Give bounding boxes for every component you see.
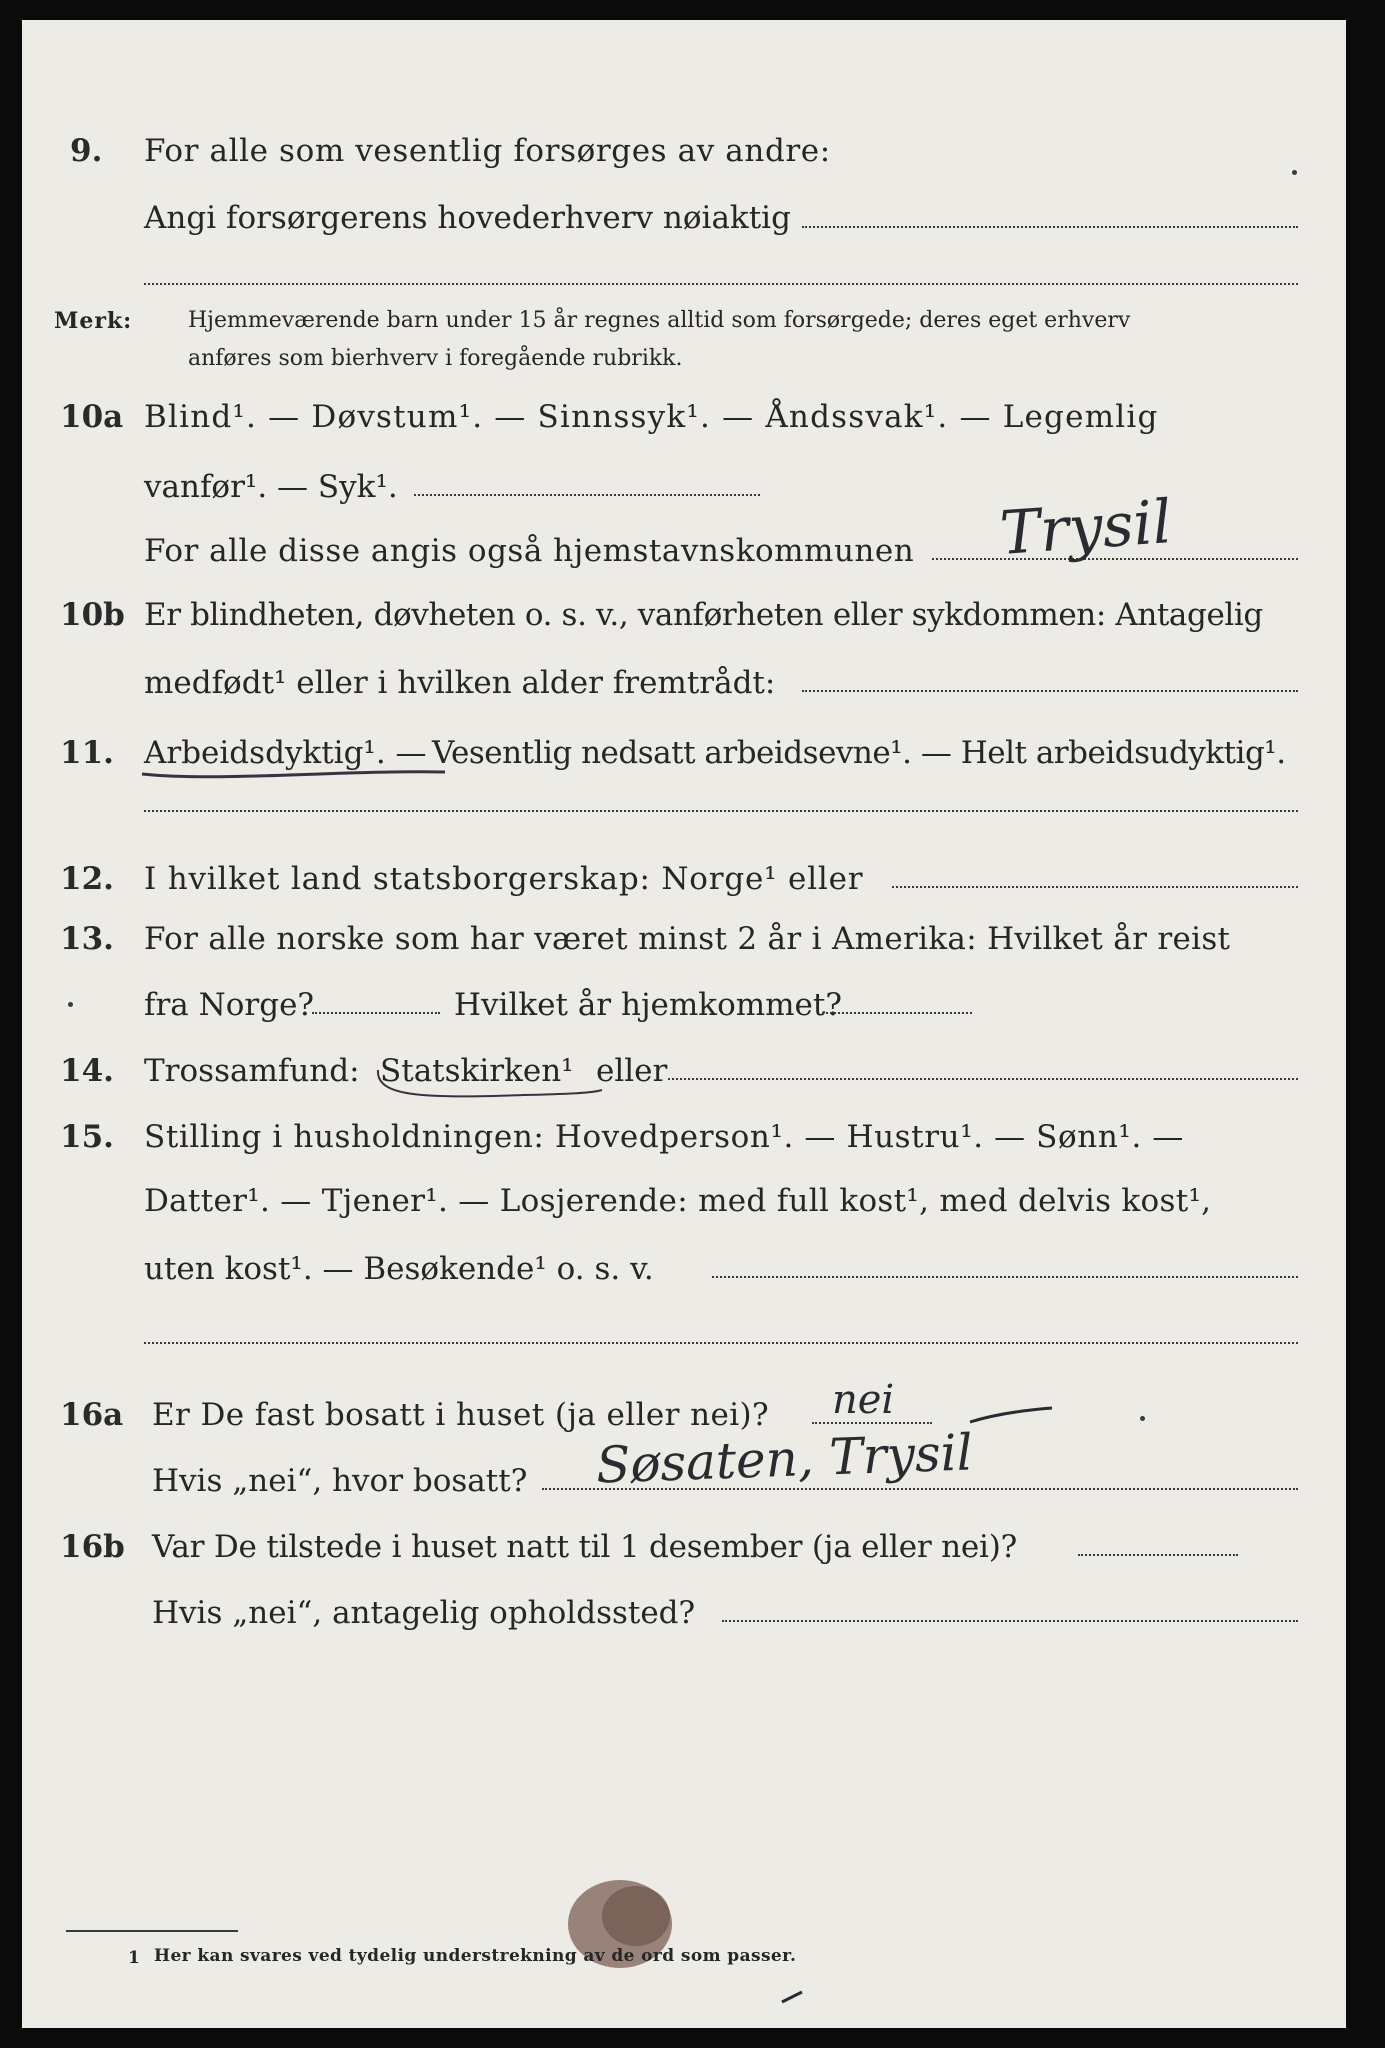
q16b-answer-line[interactable] <box>1078 1554 1238 1556</box>
ink-dot <box>1140 1416 1145 1421</box>
q12-answer-line[interactable] <box>892 886 1298 888</box>
q11-rest: Vesentlig nedsatt arbeidsevne¹. — Helt arbeidsudyktig¹. <box>432 735 1286 771</box>
q15-answer-line[interactable] <box>712 1276 1298 1278</box>
q16b-number: 16b <box>60 1529 125 1565</box>
q14-underline-mark <box>374 1064 606 1104</box>
merk-line1: Hjemmeværende barn under 15 år regnes alltid som forsørgede; deres eget erhverv <box>188 308 1131 333</box>
q10b-number: 10b <box>60 597 125 633</box>
q16b-line2: Hvis „nei“, antagelig opholdssted? <box>152 1595 696 1631</box>
q13-line2a: fra Norge? <box>144 987 315 1023</box>
q16a-line2: Hvis „nei“, hvor bosatt? <box>152 1463 528 1499</box>
q16a-number: 16a <box>60 1397 124 1433</box>
q11-number: 11. <box>60 735 114 771</box>
q13-line1: For alle norske som har været minst 2 år i Amerika: Hvilket år reist <box>144 921 1231 957</box>
q16b-line1: Var De tilstede i huset natt til 1 desember (ja eller nei)? <box>152 1529 1018 1565</box>
footnote-mark: 1 <box>128 1948 140 1968</box>
q10a-line1: Blind¹. — Døvstum¹. — Sinnssyk¹. — Åndssvak¹. — Legemlig <box>144 399 1159 435</box>
q14-number: 14. <box>60 1053 114 1089</box>
merk-line2: anføres som bierhverv i foregående rubrikk. <box>188 346 683 371</box>
q14-option-statskirken[interactable]: Statskirken¹ <box>380 1053 574 1089</box>
q13-reist-line[interactable] <box>312 1012 440 1014</box>
q9-line2: Angi forsørgerens hovederhverv nøiaktig <box>144 200 791 236</box>
q10a-line3: For alle disse angis også hjemstavnskommunen <box>144 533 915 569</box>
q12-line1: I hvilket land statsborgerskap: Norge¹ eller <box>144 861 864 897</box>
census-form-page <box>22 20 1346 2028</box>
q12-number: 12. <box>60 861 114 897</box>
q13-number: 13. <box>60 921 114 957</box>
q13-hjemkommet-line[interactable] <box>822 1012 972 1014</box>
q10b-answer-line[interactable] <box>802 690 1298 692</box>
q13-line2b: Hvilket år hjemkommet? <box>454 987 842 1023</box>
q14-rest: eller <box>596 1053 668 1089</box>
q15-line3: uten kost¹. — Besøkende¹ o. s. v. <box>144 1251 654 1287</box>
ink-dot <box>1292 170 1297 175</box>
q15-number: 15. <box>60 1119 114 1155</box>
q11-option-arbeidsdyktig[interactable]: Arbeidsdyktig¹. — <box>144 735 427 771</box>
q10b-line2: medfødt¹ eller i hvilken alder fremtrådt: <box>144 665 776 701</box>
q10a-line2: vanfør¹. — Syk¹. <box>144 469 398 505</box>
ink-dot <box>68 1002 73 1007</box>
q15-answer-line-2[interactable] <box>144 1342 1298 1344</box>
q16a-line1: Er De fast bosatt i huset (ja eller nei)? <box>152 1397 770 1433</box>
ink-mark <box>778 1986 808 2006</box>
q10b-line1: Er blindheten, døvheten o. s. v., vanførheten eller sykdommen: Antagelig <box>144 597 1263 633</box>
footnote-text: Her kan svares ved tydelig understrekning av de ord som passer. <box>154 1946 797 1966</box>
q16a-answer2-handwriting: Søsaten, Trysil <box>595 1423 974 1495</box>
q11-underline-mark <box>140 760 450 784</box>
q15-line2: Datter¹. — Tjener¹. — Losjerende: med full kost¹, med delvis kost¹, <box>144 1183 1212 1219</box>
merk-label: Merk: <box>54 308 133 334</box>
q10a-number: 10a <box>60 399 124 435</box>
q16b-opholdssted-line[interactable] <box>722 1620 1298 1622</box>
q14-answer-line[interactable] <box>668 1078 1298 1080</box>
q9-line1: For alle som vesentlig forsørges av andre: <box>144 133 831 169</box>
q16a-answer1-handwriting: nei <box>832 1377 895 1423</box>
q15-line1: Stilling i husholdningen: Hovedperson¹. — Hustru¹. — Sønn¹. — <box>144 1119 1184 1155</box>
q9-answer-line-2[interactable] <box>144 283 1298 285</box>
q10a-answer-handwriting: Trysil <box>997 487 1175 569</box>
q11-answer-line[interactable] <box>144 810 1298 812</box>
footnote-rule <box>66 1930 238 1932</box>
q10a-syk-line[interactable] <box>414 494 760 496</box>
q16a-dash-mark <box>966 1402 1056 1432</box>
q9-number: 9. <box>70 133 103 169</box>
q9-answer-line[interactable] <box>802 226 1298 228</box>
q14-label: Trossamfund: <box>144 1053 360 1089</box>
